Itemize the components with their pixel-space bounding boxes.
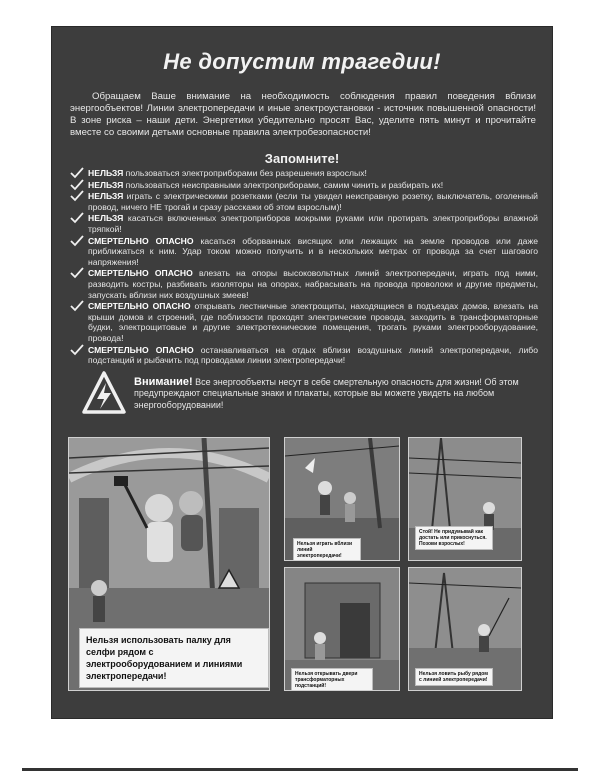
check-icon [70,344,84,356]
rule-text: пользоваться неисправными электроприборами, самим чинить и разбирать их! [123,179,444,190]
rule-keyword: НЕЛЬЗЯ [88,168,124,178]
poster-sheet [52,27,552,718]
rule-keyword: СМЕРТЕЛЬНО ОПАСНО [88,301,191,312]
warning-text: Все энергообъекты несут в себе смертельную опасность для жизни! Об этом предупреждают специальные знаки и плакаты, которые вы можете увидеть на любом энергооборудовании! [134,377,519,410]
caption-p3: Стой! Не придумывай как достать или прикоснуться. Позови взрослых! [415,526,493,550]
rule-item [70,168,538,179]
rule-text: открывать лестничные электрощиты, находящиеся в подъездах домов, влезать на крыши домов и строений, где поблизости проходят электрические провода, заходить в трансформаторные будки, электрощитовые и другие электротехнические помещения, трогать руками электрооборудование, провода! [88,301,538,343]
illustration-fishing-under-lines [408,567,522,691]
illustration-play-near-lines [284,437,400,561]
rule-item [70,236,538,268]
check-icon [70,179,84,191]
check-icon [70,300,84,312]
warning-label: Внимание! [134,376,193,388]
caption-p4: Нельзя открывать двери трансформаторных подстанций! [291,668,373,691]
rule-text: влезать на опоры высоковольтных линий электропередачи, играть под ними, разводить костры, разбивать изоляторы на опорах, набрасывать на провода проволоки и другие предметы, запускать вблизи них воздушных змеев! [88,268,538,300]
rule-keyword: НЕЛЬЗЯ [88,179,124,190]
illustration-selfie-stick [68,437,270,691]
rule-item [70,191,538,212]
rule-keyword: НЕЛЬЗЯ [88,213,124,224]
rule-keyword: СМЕРТЕЛЬНО ОПАСНО [88,268,193,279]
remember-heading: Запомните! [264,151,340,166]
rule-item [70,301,538,343]
rule-item [70,345,538,366]
rule-text: касаться оборванных висящих или лежащих на земле проводов или даже приближаться к ним. Удар током можно получить и в нескольких метрах от провода за счет шагового напряжения! [88,235,538,267]
check-icon [70,267,84,279]
rule-text: останавливаться на отдых вблизи воздушных линий электропередачи, либо подстанций и рыбачить под проводами линии электропередачи! [88,344,538,366]
check-icon [70,190,84,202]
caption-main: Нельзя использовать палку для селфи рядом с электрооборудованием и линиями электропередачи! [79,628,269,688]
illustration-kite-on-wires [408,437,522,561]
high-voltage-warning-icon [82,370,126,416]
intro-paragraph: Обращаем Ваше внимание на необходимость соблюдения правил поведения вблизи энергообъектов! Линии электропередачи и иные электроустановки - источник повышенной опасности! В зоне риска – наши дети. Энергетики убедительно просят Вас, уделите пять минут и прочитайте вместе со своими детьми основные правила электробезопасности! [70,91,536,138]
rule-item [70,213,538,234]
check-icon [70,235,84,247]
rule-keyword: НЕЛЬЗЯ [88,191,124,202]
rule-text: пользоваться электроприборами без разрешения взрослых! [123,168,367,178]
warning-note [134,377,538,411]
rules-list [70,168,538,367]
rule-keyword: СМЕРТЕЛЬНО ОПАСНО [88,344,194,355]
poster-title: Не допустим трагедии! [163,49,441,74]
rule-text: играть с электрическими розетками (если ты увидел неисправную розетку, выключатель, оголенный провод, ничего НЕ трогай и сразу расскажи об этом взрослым)! [88,191,538,212]
rule-keyword: СМЕРТЕЛЬНО ОПАСНО [88,235,194,246]
check-icon [70,212,84,224]
rule-text: касаться включенных электроприборов мокрыми руками или протирать электроприборы влажной тряпкой! [88,213,538,234]
caption-p2: Нельзя играть вблизи линий электропередачи! [293,538,361,561]
illustration-substation-door [284,567,400,691]
page-edge-line [22,768,578,771]
rule-item [70,180,538,191]
rule-item [70,268,538,300]
caption-p5: Нельзя ловить рыбу рядом с линией электропередачи! [415,668,493,686]
check-icon [70,167,84,179]
